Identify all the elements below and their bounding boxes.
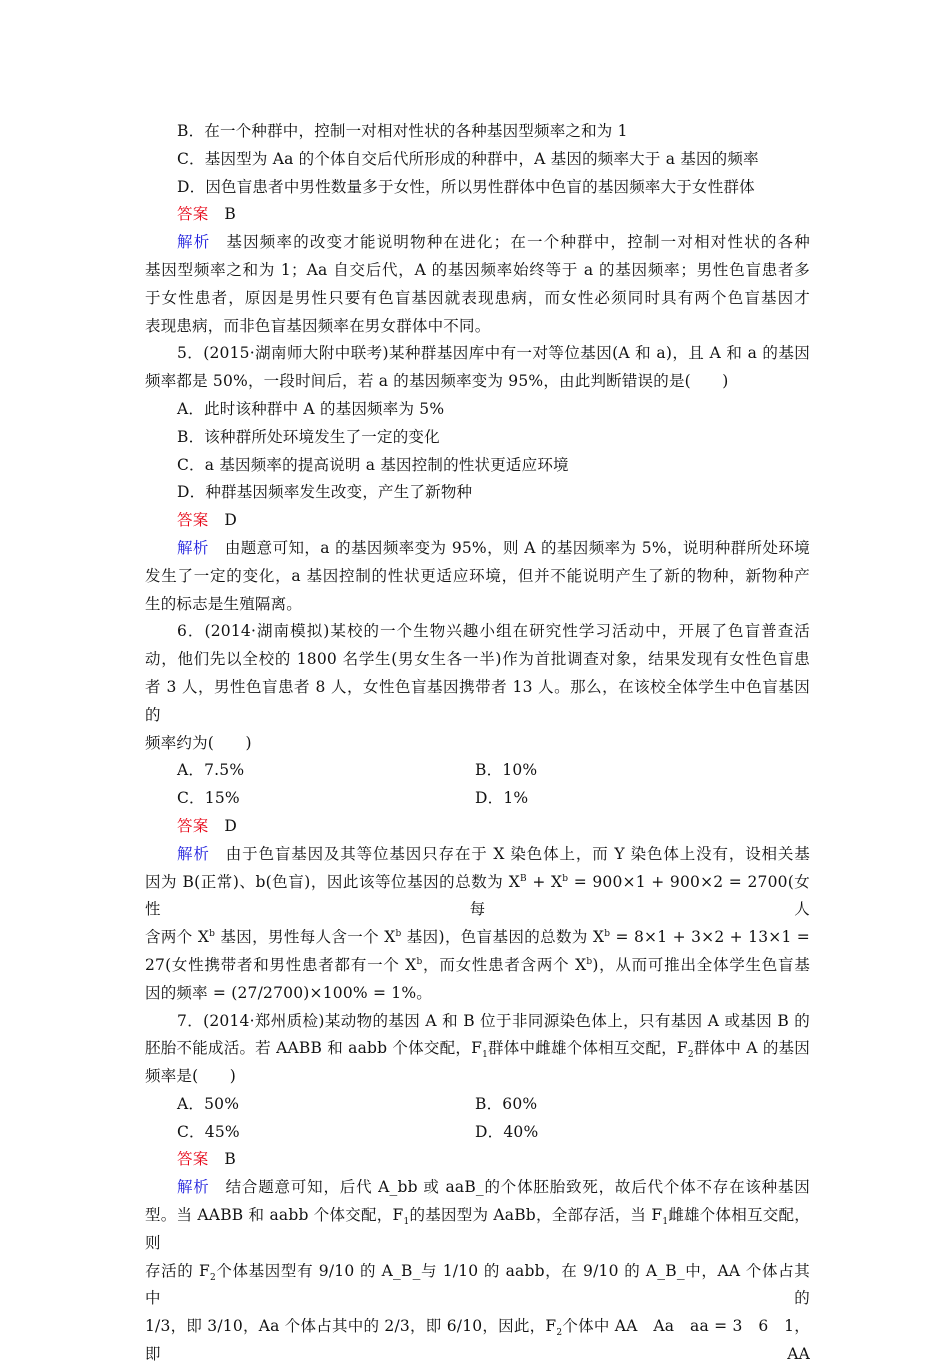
q5-option-b: B．该种群所处环境发生了一定的变化 xyxy=(177,427,440,446)
q7-explanation-line: 解析 结合题意可知，后代 A_bb 或 aaB_的个体胚胎致死，故后代个体不存在该种基因 xyxy=(177,1178,810,1197)
q7-option-a: A．50% xyxy=(177,1094,240,1113)
q6-explanation-line: 解析 由于色盲基因及其等位基因只存在于 X 染色体上，而 Y 染色体上没有，设相关基 xyxy=(177,844,810,863)
q5-stem-line: 频率都是 50%，一段时间后，若 a 的基因频率变为 95%，由此判断错误的是( ) xyxy=(145,372,729,391)
q7-option-d: D．40% xyxy=(475,1122,539,1141)
q5-stem-line: 5．(2015·湖南师大附中联考)某种群基因库中有一对等位基因(A 和 a)，且 A 和 a 的基因 xyxy=(177,344,810,363)
q7-explanation-line: 存活的 $F_2$个体基因型有 9/10 的 A_B_与 1/10 的 aabb，在 9/10 的 A_B_中，AA 个体占其中的 xyxy=(145,1261,811,1308)
q7-explanation-line: 1/3，即 3/10，Aa 个体占其中的 2/3，即 6/10，因此，$F_2$个体中 AA Aa aa = 3 6 1，即 AA xyxy=(145,1317,810,1364)
q7-explanation-line: 型。当 AABB 和 aabb 个体交配，$F_1$的基因型为 AaBb，全部存活，当 $F_1$雌雄个体相互交配，则 xyxy=(145,1206,810,1252)
q5-explanation-line: 解析 由题意可知，a 的基因频率变为 95%，则 A 的基因频率为 5%，说明种群所处环境 xyxy=(177,538,810,557)
q6-explanation-line: 因为 B(正常)、b(色盲)，因此该等位基因的总数为 $X^B + X^b = 900\times 1 + 900\times 2 = 2700$(女性每人 xyxy=(145,872,810,919)
q4-explanation-line: 基因型频率之和为 1；Aa 自交后代，A 的基因频率始终等于 a 的基因频率；男性色盲患者多 xyxy=(145,260,810,279)
q6-explanation-line: 因的频率 = (27/2700)×100% = 1%。 xyxy=(145,983,432,1002)
q7-stem-line: 7．(2014·郑州质检)某动物的基因 A 和 B 位于非同源染色体上，只有基因 A 或基因 B 的 xyxy=(177,1011,810,1030)
q4-option-d: D．因色盲患者中男性数量多于女性，所以男性群体中色盲的基因频率大于女性群体 xyxy=(177,177,755,196)
answer-label: 答案 xyxy=(177,1150,209,1169)
document-page xyxy=(145,118,810,1369)
q7-options-row-1 xyxy=(145,1091,810,1119)
answer-value: D xyxy=(224,816,238,835)
q6-explanation-line: 含两个 $X^b$ 基因，男性每人含一个 $X^b$ 基因)，色盲基因的总数为 $X^b = 8\times 1 + 3\times 2 + 13\times 1$ = xyxy=(145,928,810,947)
explanation-label: 解析 xyxy=(177,538,209,557)
q6-option-b: B．10% xyxy=(475,761,538,780)
q6-stem-line: 6．(2014·湖南模拟)某校的一个生物兴趣小组在研究性学习活动中，开展了色盲普查活 xyxy=(177,622,810,641)
q4-explanation-line: 于女性患者，原因是男性只要有色盲基因就表现患病，而女性必须同时具有两个色盲基因才 xyxy=(145,288,810,307)
q4-explanation-line: 表现患病，而非色盲基因频率在男女群体中不同。 xyxy=(145,316,491,335)
q6-options-row-1 xyxy=(145,757,810,785)
q4-explanation-line: 解析 基因频率的改变才能说明物种在进化；在一个种群中，控制一对相对性状的各种 xyxy=(177,233,810,252)
q5-option-a: A．此时该种群中 A 的基因频率为 5% xyxy=(177,399,445,418)
q5-answer xyxy=(145,507,810,535)
q5-explanation-line: 发生了一定的变化，a 基因控制的性状更适应环境，但并不能说明产生了新的物种，新物种产 xyxy=(145,566,810,585)
answer-label: 答案 xyxy=(177,205,209,224)
explanation-label: 解析 xyxy=(177,233,211,252)
q6-stem-line: 者 3 人，男性色盲患者 8 人，女性色盲基因携带者 13 人。那么，在该校全体学生中色盲基因的 xyxy=(145,677,810,724)
answer-value: D xyxy=(224,511,238,530)
q7-stem-line: 胚胎不能成活。若 AABB 和 aabb 个体交配，$F_1$群体中雌雄个体相互交配，$F_2$群体中 A 的基因 xyxy=(145,1039,810,1061)
q4-answer xyxy=(145,201,810,229)
q6-answer xyxy=(145,813,810,841)
answer-value: B xyxy=(224,205,236,224)
q6-option-c: C．15% xyxy=(177,789,240,808)
q5-option-d: D．种群基因频率发生改变，产生了新物种 xyxy=(177,483,473,502)
q5-explanation-line: 生的标志是生殖隔离。 xyxy=(145,594,303,613)
q7-option-c: C．45% xyxy=(177,1122,240,1141)
q6-explanation-line: 27(女性携带者和男性患者都有一个 $X^b$，而女性患者含两个 $X^b$)，从而可推出全体学生色盲基 xyxy=(145,955,810,974)
q6-option-d: D．1% xyxy=(475,789,529,808)
q5-option-c: C．a 基因频率的提高说明 a 基因控制的性状更适应环境 xyxy=(177,455,569,474)
q7-options-row-2 xyxy=(145,1119,810,1147)
answer-label: 答案 xyxy=(177,816,209,835)
q4-option-c: C．基因型为 Aa 的个体自交后代所形成的种群中，A 基因的频率大于 a 基因的频率 xyxy=(177,149,759,168)
q6-option-a: A．7.5% xyxy=(177,761,245,780)
q6-stem-line: 频率约为( ) xyxy=(145,733,252,752)
explanation-label: 解析 xyxy=(177,844,210,863)
q7-stem-line: 频率是( ) xyxy=(145,1067,236,1086)
q6-stem-line: 动，他们先以全校的 1800 名学生(男女生各一半)作为首批调查对象，结果发现有女性色盲患 xyxy=(145,650,810,669)
answer-label: 答案 xyxy=(177,511,209,530)
q7-option-b: B．60% xyxy=(475,1094,538,1113)
q4-option-b: B．在一个种群中，控制一对相对性状的各种基因型频率之和为 1 xyxy=(177,122,628,140)
answer-value: B xyxy=(224,1150,236,1169)
q7-answer xyxy=(145,1146,810,1174)
q6-options-row-2 xyxy=(145,785,810,813)
explanation-label: 解析 xyxy=(177,1178,210,1197)
